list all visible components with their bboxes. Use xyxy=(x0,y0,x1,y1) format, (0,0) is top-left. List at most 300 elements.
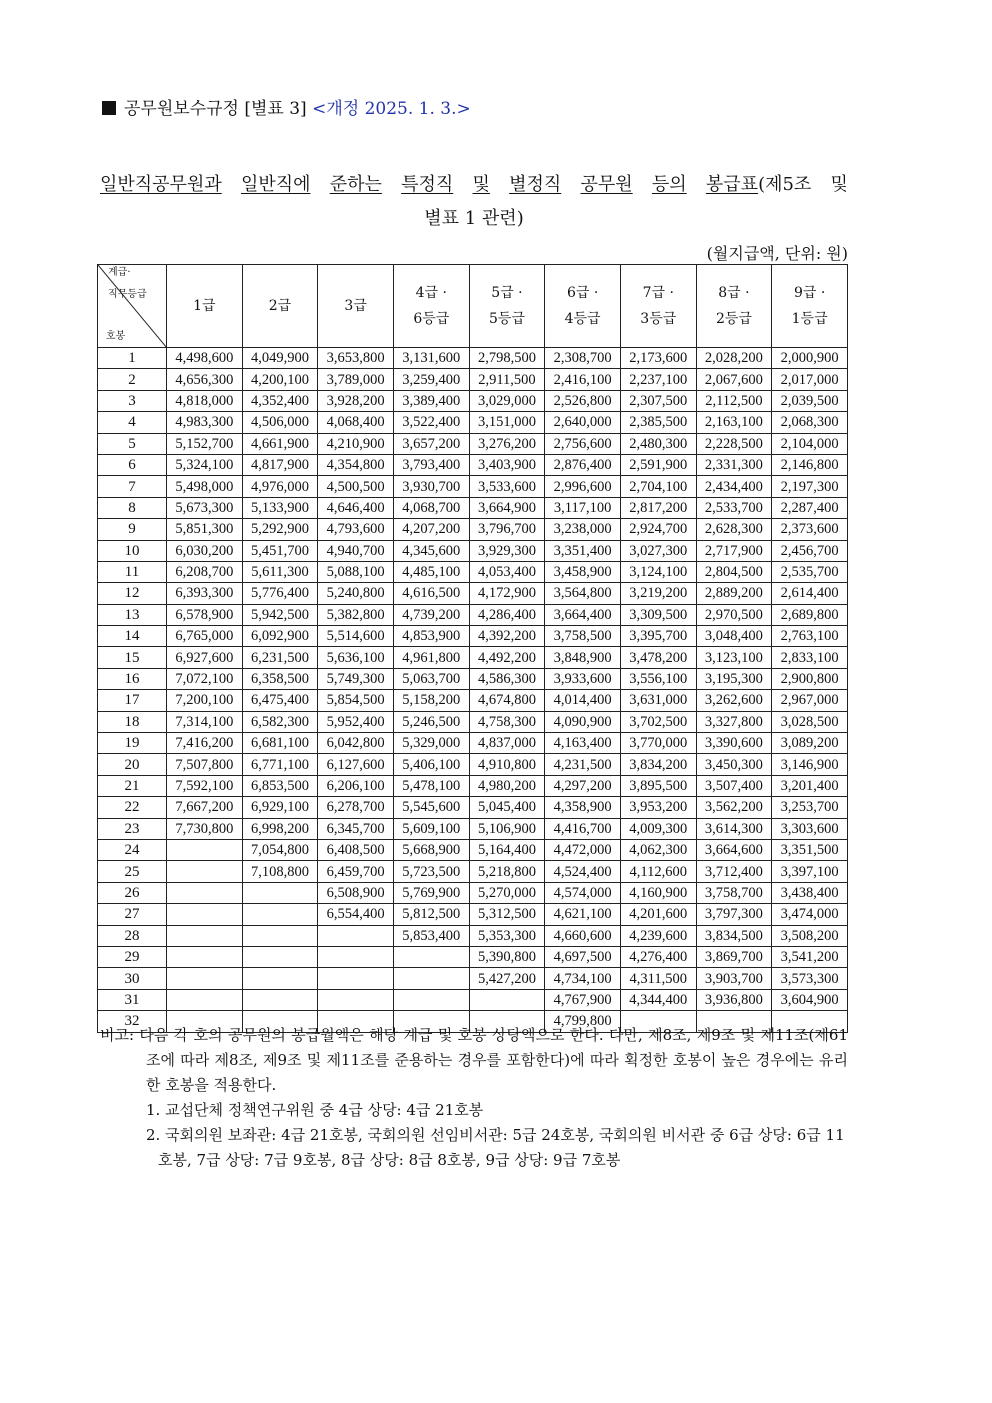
salary-cell: 4,492,200 xyxy=(469,647,545,668)
salary-cell: 5,353,300 xyxy=(469,925,545,946)
salary-cell: 6,278,700 xyxy=(318,797,394,818)
salary-cell: 5,152,700 xyxy=(167,433,243,454)
salary-cell: 5,451,700 xyxy=(242,540,318,561)
salary-cell: 4,799,800 xyxy=(545,1011,621,1032)
salary-cell: 6,206,100 xyxy=(318,775,394,796)
salary-cell: 2,526,800 xyxy=(545,390,621,411)
salary-cell: 3,238,000 xyxy=(545,519,621,540)
salary-cell: 4,286,400 xyxy=(469,604,545,625)
salary-cell: 2,308,700 xyxy=(545,348,621,369)
salary-cell: 3,474,000 xyxy=(772,904,848,925)
salary-cell: 4,068,700 xyxy=(393,497,469,518)
salary-cell: 4,068,400 xyxy=(318,412,394,433)
step-number-cell: 21 xyxy=(98,775,167,796)
salary-cell xyxy=(242,925,318,946)
salary-cell: 5,390,800 xyxy=(469,946,545,967)
salary-cell: 2,591,900 xyxy=(620,454,696,475)
step-number-cell: 18 xyxy=(98,711,167,732)
salary-cell xyxy=(167,989,243,1010)
salary-cell xyxy=(393,968,469,989)
salary-cell: 4,210,900 xyxy=(318,433,394,454)
salary-cell: 5,853,400 xyxy=(393,925,469,946)
step-number-cell: 5 xyxy=(98,433,167,454)
column-header-line1: 6급 · xyxy=(566,285,599,301)
salary-cell: 3,390,600 xyxy=(696,733,772,754)
salary-cell: 6,042,800 xyxy=(318,733,394,754)
remarks-item-2: 2. 국회의원 보좌관: 4급 21호봉, 국회의원 선임비서관: 5급 24호봉, 국회의원 비서관 중 6급 상당: 6급 11호봉, 7급 상당: 7급 9호봉, 8급 상당: 8급 8호봉, 9급 상당: 9급 7호봉 xyxy=(146,1126,845,1169)
title-word: 및 xyxy=(472,174,490,195)
salary-cell: 5,246,500 xyxy=(393,711,469,732)
title-pay-table-word: 봉급표 xyxy=(705,174,759,195)
table-title xyxy=(100,170,848,196)
salary-cell: 4,297,200 xyxy=(545,775,621,796)
salary-cell: 6,231,500 xyxy=(242,647,318,668)
salary-cell: 5,545,600 xyxy=(393,797,469,818)
salary-cell: 2,996,600 xyxy=(545,476,621,497)
salary-cell: 4,660,600 xyxy=(545,925,621,946)
salary-cell: 2,373,600 xyxy=(772,519,848,540)
table-row xyxy=(98,369,848,390)
corner-header-cell xyxy=(98,265,167,348)
salary-cell: 4,500,500 xyxy=(318,476,394,497)
salary-cell: 4,358,900 xyxy=(545,797,621,818)
title-word: 일반직공무원과 xyxy=(100,174,222,195)
column-header-line2: 3등급 xyxy=(640,311,677,327)
salary-cell: 6,127,600 xyxy=(318,754,394,775)
step-number-cell: 13 xyxy=(98,604,167,625)
salary-cell: 6,508,900 xyxy=(318,882,394,903)
salary-cell: 2,717,900 xyxy=(696,540,772,561)
salary-cell: 3,702,500 xyxy=(620,711,696,732)
salary-cell: 2,900,800 xyxy=(772,668,848,689)
salary-cell: 5,292,900 xyxy=(242,519,318,540)
salary-cell xyxy=(318,989,394,1010)
step-number-cell: 28 xyxy=(98,925,167,946)
table-row xyxy=(98,647,848,668)
step-number-cell: 7 xyxy=(98,476,167,497)
salary-cell: 6,681,100 xyxy=(242,733,318,754)
salary-cell: 2,434,400 xyxy=(696,476,772,497)
salary-cell: 4,697,500 xyxy=(545,946,621,967)
salary-cell: 3,450,300 xyxy=(696,754,772,775)
salary-cell xyxy=(318,925,394,946)
column-header xyxy=(167,265,243,348)
salary-cell: 4,910,800 xyxy=(469,754,545,775)
salary-cell: 6,208,700 xyxy=(167,561,243,582)
salary-cell xyxy=(242,904,318,925)
salary-cell: 4,961,800 xyxy=(393,647,469,668)
table-row xyxy=(98,775,848,796)
salary-cell: 3,048,400 xyxy=(696,626,772,647)
salary-cell: 3,438,400 xyxy=(772,882,848,903)
salary-cell: 3,351,400 xyxy=(545,540,621,561)
salary-cell: 5,723,500 xyxy=(393,861,469,882)
salary-cell xyxy=(167,968,243,989)
salary-cell: 5,514,600 xyxy=(318,626,394,647)
salary-cell: 6,582,300 xyxy=(242,711,318,732)
table-body xyxy=(98,348,848,1033)
step-number-cell: 17 xyxy=(98,690,167,711)
salary-cell: 5,609,100 xyxy=(393,818,469,839)
salary-cell: 7,200,100 xyxy=(167,690,243,711)
salary-cell: 4,818,000 xyxy=(167,390,243,411)
salary-cell xyxy=(167,882,243,903)
salary-cell: 5,329,000 xyxy=(393,733,469,754)
salary-cell: 2,763,100 xyxy=(772,626,848,647)
salary-cell: 4,112,600 xyxy=(620,861,696,882)
step-number-cell: 23 xyxy=(98,818,167,839)
salary-cell: 2,535,700 xyxy=(772,561,848,582)
salary-cell: 3,573,300 xyxy=(772,968,848,989)
salary-cell: 4,646,400 xyxy=(318,497,394,518)
salary-cell: 3,664,900 xyxy=(469,497,545,518)
step-number-cell: 31 xyxy=(98,989,167,1010)
step-number-cell: 9 xyxy=(98,519,167,540)
salary-cell: 3,653,800 xyxy=(318,348,394,369)
step-number-cell: 20 xyxy=(98,754,167,775)
salary-cell: 2,924,700 xyxy=(620,519,696,540)
salary-cell: 3,895,500 xyxy=(620,775,696,796)
salary-cell: 4,345,600 xyxy=(393,540,469,561)
salary-cell: 2,163,100 xyxy=(696,412,772,433)
salary-cell: 3,929,300 xyxy=(469,540,545,561)
step-number-cell: 12 xyxy=(98,583,167,604)
salary-cell: 2,804,500 xyxy=(696,561,772,582)
title-word: 준하는 xyxy=(329,174,382,195)
salary-cell: 5,088,100 xyxy=(318,561,394,582)
heading-text: 공무원보수규정 [별표 3] xyxy=(124,99,307,119)
column-header-line2: 1등급 xyxy=(791,311,828,327)
title-word xyxy=(706,170,811,196)
table-row xyxy=(98,797,848,818)
table-row xyxy=(98,946,848,967)
salary-cell: 4,574,000 xyxy=(545,882,621,903)
salary-cell: 4,416,700 xyxy=(545,818,621,839)
step-number-cell: 30 xyxy=(98,968,167,989)
square-bullet-icon xyxy=(102,101,116,115)
salary-cell: 5,324,100 xyxy=(167,454,243,475)
salary-cell: 5,478,100 xyxy=(393,775,469,796)
salary-cell: 2,704,100 xyxy=(620,476,696,497)
salary-cell xyxy=(469,989,545,1010)
salary-cell: 2,067,600 xyxy=(696,369,772,390)
salary-cell: 5,158,200 xyxy=(393,690,469,711)
salary-cell: 4,311,500 xyxy=(620,968,696,989)
salary-cell: 5,382,800 xyxy=(318,604,394,625)
salary-cell: 6,765,000 xyxy=(167,626,243,647)
column-header-line1: 7급 · xyxy=(642,285,674,301)
title-word: 별정직 xyxy=(509,174,562,195)
salary-cell: 4,049,900 xyxy=(242,348,318,369)
salary-cell: 3,614,300 xyxy=(696,818,772,839)
salary-cell: 2,689,800 xyxy=(772,604,848,625)
salary-cell: 3,903,700 xyxy=(696,968,772,989)
salary-cell: 5,240,800 xyxy=(318,583,394,604)
salary-cell: 5,106,900 xyxy=(469,818,545,839)
salary-cell: 7,507,800 xyxy=(167,754,243,775)
table-row xyxy=(98,668,848,689)
salary-cell: 4,344,400 xyxy=(620,989,696,1010)
salary-cell: 3,389,400 xyxy=(393,390,469,411)
salary-cell: 6,771,100 xyxy=(242,754,318,775)
salary-cell: 3,303,600 xyxy=(772,818,848,839)
table-row xyxy=(98,754,848,775)
salary-cell: 4,239,600 xyxy=(620,925,696,946)
step-number-cell: 6 xyxy=(98,454,167,475)
salary-cell: 4,231,500 xyxy=(545,754,621,775)
salary-cell: 6,345,700 xyxy=(318,818,394,839)
step-number-cell: 32 xyxy=(98,1011,167,1032)
salary-cell: 4,739,200 xyxy=(393,604,469,625)
salary-cell: 2,000,900 xyxy=(772,348,848,369)
salary-cell xyxy=(242,989,318,1010)
salary-cell: 5,498,000 xyxy=(167,476,243,497)
salary-cell: 5,312,500 xyxy=(469,904,545,925)
salary-cell: 3,522,400 xyxy=(393,412,469,433)
step-number-cell: 29 xyxy=(98,946,167,967)
column-header-line1: 9급 · xyxy=(793,285,826,301)
table-row xyxy=(98,604,848,625)
salary-cell: 4,062,300 xyxy=(620,839,696,860)
salary-cell: 5,769,900 xyxy=(393,882,469,903)
salary-cell: 2,628,300 xyxy=(696,519,772,540)
salary-cell: 2,833,100 xyxy=(772,647,848,668)
salary-cell: 2,456,700 xyxy=(772,540,848,561)
salary-cell: 3,478,200 xyxy=(620,647,696,668)
salary-cell: 5,133,900 xyxy=(242,497,318,518)
salary-cell: 3,351,500 xyxy=(772,839,848,860)
table-row xyxy=(98,412,848,433)
salary-cell: 3,397,100 xyxy=(772,861,848,882)
salary-cell: 4,616,500 xyxy=(393,583,469,604)
table-row xyxy=(98,989,848,1010)
salary-cell: 3,028,500 xyxy=(772,711,848,732)
table-row xyxy=(98,861,848,882)
salary-cell: 5,668,900 xyxy=(393,839,469,860)
salary-cell: 3,869,700 xyxy=(696,946,772,967)
remarks-paragraph: 비고: 다음 각 호의 공무원의 봉급월액은 해당 계급 및 호봉 상당액으로 한다. 다만, 제8조, 제9조 및 제11조(제61조에 따라 제8조, 제9조 및 제11조를 준용하는 경우를 포함한다)에 따라 획정한 호봉이 높은 경우에는 유리한 호봉을 적용한다. xyxy=(100,1026,848,1094)
salary-cell: 5,164,400 xyxy=(469,839,545,860)
salary-cell: 6,929,100 xyxy=(242,797,318,818)
salary-cell: 3,793,400 xyxy=(393,454,469,475)
remarks-item-1: 1. 교섭단체 정책연구위원 중 4급 상당: 4급 21호봉 xyxy=(146,1101,484,1119)
salary-cell xyxy=(318,946,394,967)
salary-cell: 3,834,500 xyxy=(696,925,772,946)
salary-cell: 4,090,900 xyxy=(545,711,621,732)
salary-cell: 3,131,600 xyxy=(393,348,469,369)
salary-cell xyxy=(167,839,243,860)
column-header xyxy=(545,265,621,348)
salary-cell: 3,151,000 xyxy=(469,412,545,433)
salary-cell: 5,406,100 xyxy=(393,754,469,775)
salary-cell: 2,876,400 xyxy=(545,454,621,475)
salary-cell: 4,793,600 xyxy=(318,519,394,540)
salary-cell: 3,953,200 xyxy=(620,797,696,818)
salary-cell: 3,262,600 xyxy=(696,690,772,711)
table-row xyxy=(98,433,848,454)
pay-scale-table xyxy=(97,264,848,1033)
table-row xyxy=(98,561,848,582)
column-header-line1: 2급 xyxy=(268,298,292,314)
salary-cell: 3,541,200 xyxy=(772,946,848,967)
salary-cell: 3,219,200 xyxy=(620,583,696,604)
salary-cell: 4,656,300 xyxy=(167,369,243,390)
salary-cell: 2,385,500 xyxy=(620,412,696,433)
salary-cell: 7,592,100 xyxy=(167,775,243,796)
salary-cell: 5,063,700 xyxy=(393,668,469,689)
salary-cell: 3,089,200 xyxy=(772,733,848,754)
salary-cell: 2,028,200 xyxy=(696,348,772,369)
salary-cell: 6,578,900 xyxy=(167,604,243,625)
column-header-line2: 6등급 xyxy=(413,311,450,327)
salary-cell: 6,358,500 xyxy=(242,668,318,689)
salary-cell: 4,200,100 xyxy=(242,369,318,390)
salary-cell: 5,942,500 xyxy=(242,604,318,625)
table-row xyxy=(98,690,848,711)
salary-cell: 3,758,500 xyxy=(545,626,621,647)
table-row xyxy=(98,540,848,561)
salary-cell: 3,309,500 xyxy=(620,604,696,625)
salary-cell: 2,331,300 xyxy=(696,454,772,475)
salary-cell: 2,039,500 xyxy=(772,390,848,411)
salary-cell: 5,776,400 xyxy=(242,583,318,604)
salary-cell: 6,030,200 xyxy=(167,540,243,561)
column-header xyxy=(393,265,469,348)
salary-cell: 4,160,900 xyxy=(620,882,696,903)
salary-cell: 4,524,400 xyxy=(545,861,621,882)
salary-cell: 5,749,300 xyxy=(318,668,394,689)
salary-cell: 2,817,200 xyxy=(620,497,696,518)
salary-cell: 2,756,600 xyxy=(545,433,621,454)
salary-cell: 7,054,800 xyxy=(242,839,318,860)
salary-cell: 5,045,400 xyxy=(469,797,545,818)
salary-cell: 2,173,600 xyxy=(620,348,696,369)
salary-cell: 4,940,700 xyxy=(318,540,394,561)
salary-cell xyxy=(393,946,469,967)
column-header-line2: 5등급 xyxy=(488,311,525,327)
column-header-line2: 4등급 xyxy=(564,311,601,327)
salary-cell: 4,207,200 xyxy=(393,519,469,540)
table-row xyxy=(98,904,848,925)
salary-cell: 3,029,000 xyxy=(469,390,545,411)
unit-note: (월지급액, 단위: 원) xyxy=(706,244,848,263)
step-number-cell: 2 xyxy=(98,369,167,390)
salary-cell: 3,562,200 xyxy=(696,797,772,818)
salary-cell: 4,276,400 xyxy=(620,946,696,967)
title-word: 및 xyxy=(830,174,848,195)
step-number-cell: 24 xyxy=(98,839,167,860)
table-row xyxy=(98,390,848,411)
salary-cell: 2,640,000 xyxy=(545,412,621,433)
salary-cell: 3,507,400 xyxy=(696,775,772,796)
salary-cell: 3,564,800 xyxy=(545,583,621,604)
step-number-cell: 4 xyxy=(98,412,167,433)
salary-cell xyxy=(167,904,243,925)
salary-cell: 6,092,900 xyxy=(242,626,318,647)
salary-cell: 4,674,800 xyxy=(469,690,545,711)
salary-cell: 4,853,900 xyxy=(393,626,469,647)
salary-cell: 3,930,700 xyxy=(393,476,469,497)
salary-cell: 6,408,500 xyxy=(318,839,394,860)
salary-cell: 4,354,800 xyxy=(318,454,394,475)
salary-cell: 2,911,500 xyxy=(469,369,545,390)
salary-cell: 4,767,900 xyxy=(545,989,621,1010)
salary-cell: 3,276,200 xyxy=(469,433,545,454)
step-number-cell: 26 xyxy=(98,882,167,903)
salary-cell: 4,392,200 xyxy=(469,626,545,647)
salary-cell xyxy=(242,968,318,989)
salary-cell: 3,848,900 xyxy=(545,647,621,668)
column-header-line1: 8급 · xyxy=(718,285,750,301)
salary-cell: 7,416,200 xyxy=(167,733,243,754)
salary-cell: 3,936,800 xyxy=(696,989,772,1010)
step-number-cell: 16 xyxy=(98,668,167,689)
salary-cell xyxy=(167,861,243,882)
salary-cell: 6,998,200 xyxy=(242,818,318,839)
salary-cell: 6,554,400 xyxy=(318,904,394,925)
table-row xyxy=(98,497,848,518)
salary-cell: 4,837,000 xyxy=(469,733,545,754)
salary-cell: 2,480,300 xyxy=(620,433,696,454)
salary-cell: 4,009,300 xyxy=(620,818,696,839)
salary-cell: 4,485,100 xyxy=(393,561,469,582)
column-header xyxy=(242,265,318,348)
salary-cell: 5,270,000 xyxy=(469,882,545,903)
salary-cell: 5,427,200 xyxy=(469,968,545,989)
salary-cell: 2,970,500 xyxy=(696,604,772,625)
salary-cell: 3,533,600 xyxy=(469,476,545,497)
salary-cell: 3,201,400 xyxy=(772,775,848,796)
salary-cell: 5,673,300 xyxy=(167,497,243,518)
corner-duty-label: 직무등급 xyxy=(108,289,147,300)
table-header-row xyxy=(98,265,848,348)
table-row xyxy=(98,711,848,732)
regulation-heading xyxy=(102,94,471,119)
salary-cell: 3,027,300 xyxy=(620,540,696,561)
salary-cell: 3,657,200 xyxy=(393,433,469,454)
title-article-ref: (제5조 xyxy=(758,174,812,195)
salary-cell: 2,104,000 xyxy=(772,433,848,454)
salary-cell: 4,014,400 xyxy=(545,690,621,711)
salary-cell: 4,586,300 xyxy=(469,668,545,689)
salary-cell: 6,475,400 xyxy=(242,690,318,711)
remarks-section xyxy=(100,1023,848,1173)
salary-cell: 3,508,200 xyxy=(772,925,848,946)
step-number-cell: 8 xyxy=(98,497,167,518)
salary-cell: 5,812,500 xyxy=(393,904,469,925)
salary-cell xyxy=(242,946,318,967)
salary-cell: 2,416,100 xyxy=(545,369,621,390)
step-number-cell: 19 xyxy=(98,733,167,754)
step-number-cell: 10 xyxy=(98,540,167,561)
salary-cell xyxy=(393,989,469,1010)
salary-cell: 3,458,900 xyxy=(545,561,621,582)
salary-cell: 2,237,100 xyxy=(620,369,696,390)
column-header xyxy=(772,265,848,348)
salary-cell: 3,604,900 xyxy=(772,989,848,1010)
salary-cell: 3,117,100 xyxy=(545,497,621,518)
salary-cell: 4,201,600 xyxy=(620,904,696,925)
salary-cell: 5,636,100 xyxy=(318,647,394,668)
salary-cell: 3,146,900 xyxy=(772,754,848,775)
salary-cell: 3,631,000 xyxy=(620,690,696,711)
title-word: 등의 xyxy=(651,174,687,195)
table-row xyxy=(98,476,848,497)
salary-cell: 3,253,700 xyxy=(772,797,848,818)
salary-cell: 5,952,400 xyxy=(318,711,394,732)
salary-cell: 3,770,000 xyxy=(620,733,696,754)
step-number-cell: 27 xyxy=(98,904,167,925)
